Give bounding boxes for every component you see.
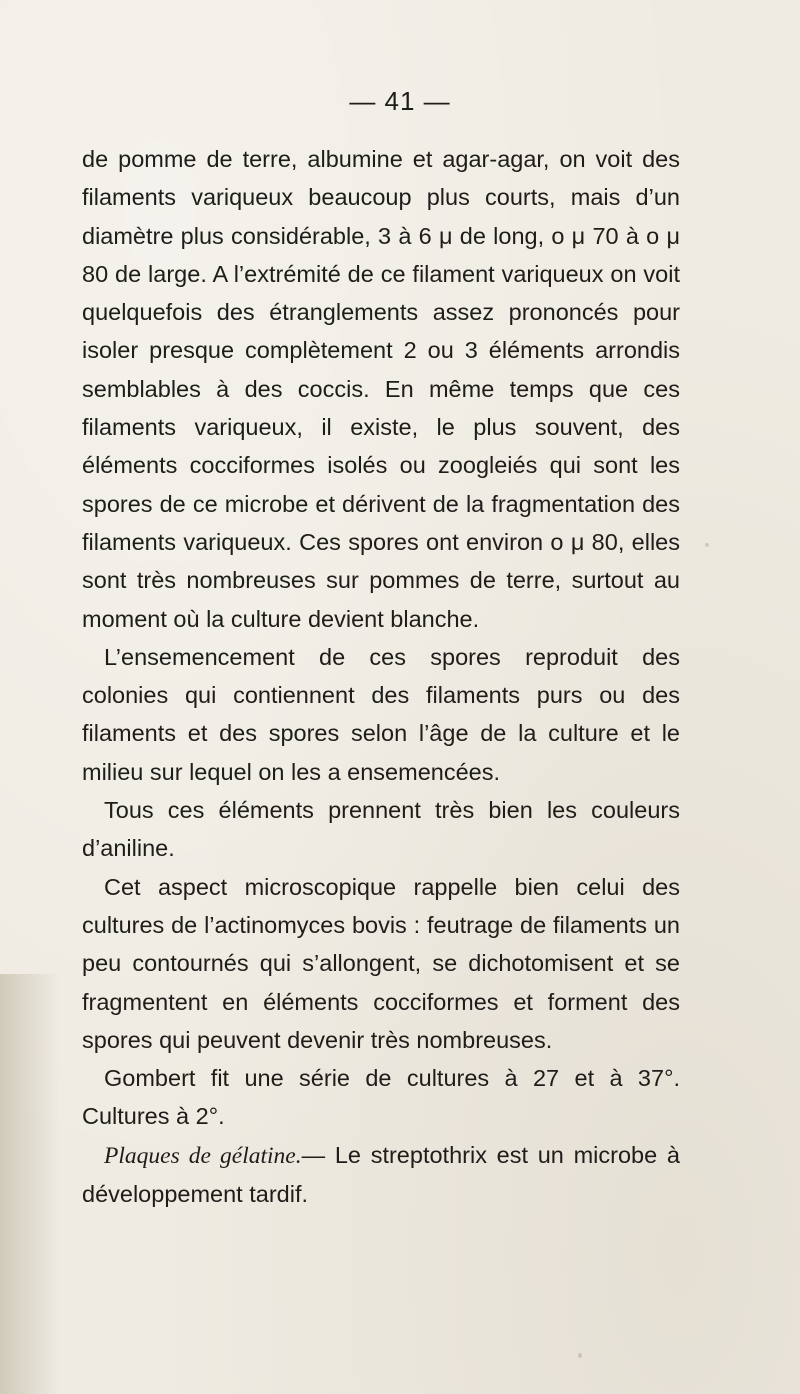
ink-speck [705,543,709,547]
paragraph: Cet aspect microscopique rappelle bien celui des cultures de l’actinomyces bovis : feutrage de filaments un peu contournés qui s’allongent, se dichotomisent et se fragmentent en éléments cocciformes et forment des spores qui peuvent devenir très nombreuses. [82,873,680,1053]
paragraph: de pomme de terre, albumine et agar-agar, on voit des filaments variqueux beaucoup plus courts, mais d’un diamètre plus considérable, 3 à 6 μ de long, o μ 70 à o μ 80 de large. A l’extrémité de ce filament variqueux on voit quelquefois des étranglements assez prononcés pour isoler presque complètement 2 ou 3 éléments arrondis semblables à des coccis. En même temps que ces filaments variqueux, il existe, le plus souvent, des éléments cocciformes isolés ou zoogleiés qui sont les spores de ce microbe et dérivent de la fragmentation des filaments variqueux. Ces spores ont environ o μ 80, elles sont très nombreuses sur pommes de terre, surtout au moment où la culture devient blanche. [82,146,680,632]
paragraph: L’ensemencement de ces spores reproduit des colonies qui contiennent des filaments purs ou des filaments et des spores selon l’âge de la culture et le milieu sur lequel on les a ensemencées. [82,643,680,785]
paragraph-final [82,1136,680,1214]
italic-heading: Plaques de gélatine. [104,1142,302,1169]
body-text [82,140,680,1213]
paragraph: Tous ces éléments prennent très bien les couleurs d’aniline. [82,797,680,862]
paragraph: Gombert fit une série de cultures à 27 et à 37°. Cultures à 2°. [82,1065,680,1130]
page-edge-shadow [0,974,60,1394]
ink-speck [578,1353,582,1358]
page-number: — 41 — [349,86,451,116]
final-paragraph-text: — Le streptothrix est un microbe à développement tardif. [82,1141,680,1208]
